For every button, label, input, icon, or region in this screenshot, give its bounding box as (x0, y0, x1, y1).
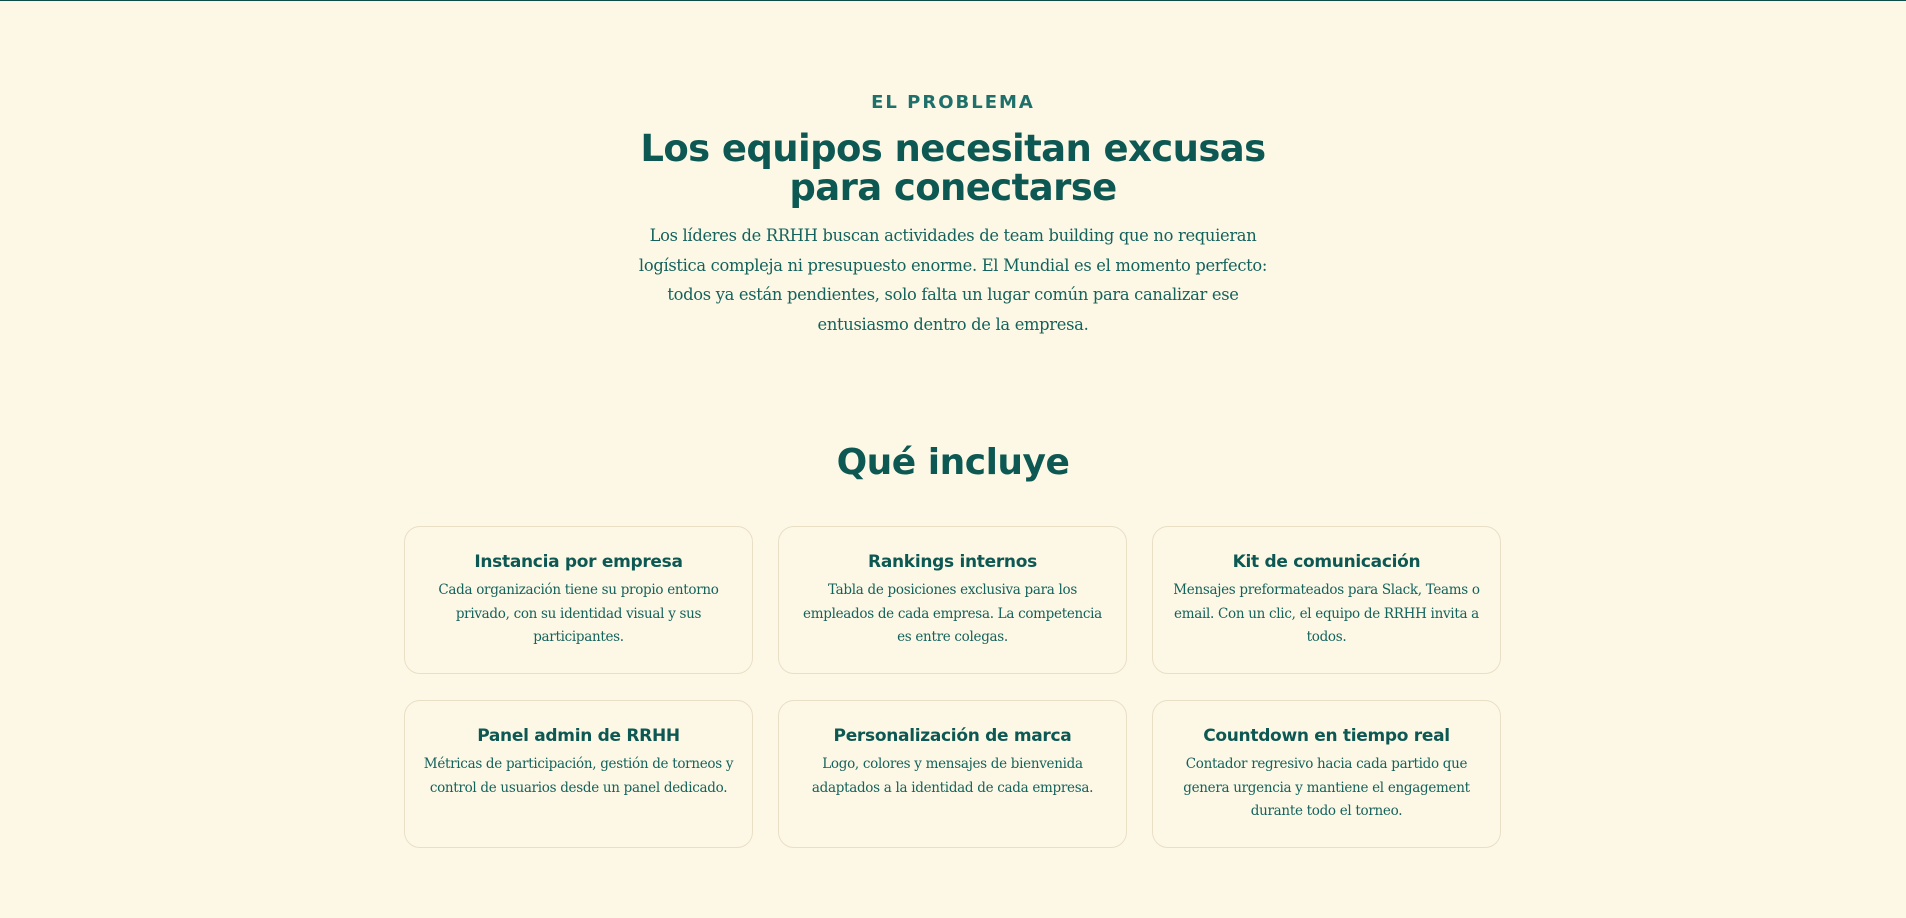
feature-card-kit (1152, 526, 1501, 674)
feature-card-title: Panel admin de RRHH (477, 726, 680, 746)
features-section (0, 441, 1906, 819)
feature-card-title: Kit de comunicación (1232, 552, 1421, 572)
feature-card-panel-admin (404, 700, 753, 848)
feature-card-description: Mensajes preformateados para Slack, Teams o email. Con un clic, el equipo de RRHH invita a todos. (1173, 582, 1480, 645)
feature-card-title: Instancia por empresa (474, 552, 683, 572)
feature-card-description: Métricas de participación, gestión de torneos y control de usuarios desde un panel dedicado. (423, 756, 734, 796)
feature-card-rankings (778, 526, 1127, 674)
features-title: Qué incluye (836, 442, 1070, 483)
feature-card-description: Logo, colores y mensajes de bienvenida adaptados a la identidad de cada empresa. (811, 756, 1094, 796)
feature-card-title: Countdown en tiempo real (1203, 726, 1450, 746)
feature-card-personalizacion (778, 700, 1127, 848)
problem-section (0, 91, 1906, 339)
feature-card-description: Cada organización tiene su propio entorno privado, con su identidad visual y sus participantes. (438, 582, 719, 645)
page (0, 1, 1906, 918)
section-eyebrow: EL PROBLEMA (871, 92, 1035, 113)
feature-card-countdown (1152, 700, 1501, 848)
problem-headline: Los equipos necesitan excusas para conectarse (640, 127, 1266, 209)
features-grid (404, 526, 1502, 848)
feature-card-instancia (404, 526, 753, 674)
feature-card-description: Contador regresivo hacia cada partido que genera urgencia y mantiene el engagement durante todo el torneo. (1183, 756, 1470, 819)
feature-card-title: Rankings internos (868, 552, 1037, 572)
problem-description: Los líderes de RRHH buscan actividades de team building que no requieran logística compleja ni presupuesto enorme. El Mundial es el momento perfecto: todos ya están pendientes, solo falta un lugar común para canalizar ese entusiasmo dentro de la empresa. (638, 226, 1268, 334)
feature-card-description: Tabla de posiciones exclusiva para los empleados de cada empresa. La competencia es entre colegas. (803, 582, 1102, 645)
feature-card-title: Personalización de marca (833, 726, 1072, 746)
